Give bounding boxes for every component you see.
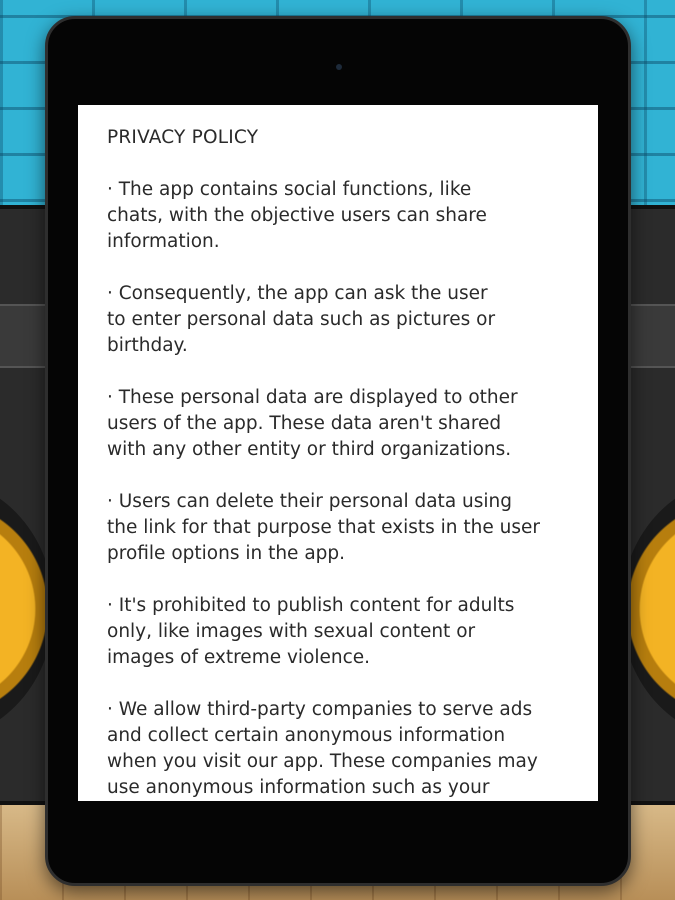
privacy-policy-screen[interactable] (78, 105, 598, 801)
privacy-policy-content (78, 105, 598, 801)
policy-paragraph: · Users can delete their personal data using the link for that purpose that exists in the user profile options in the app. (107, 491, 540, 564)
tablet-device-frame (45, 16, 631, 886)
policy-paragraph: · The app contains social functions, like chats, with the objective users can share information. (107, 179, 487, 252)
policy-paragraph: · It's prohibited to publish content for adults only, like images with sexual content or images of extreme violence. (107, 595, 515, 668)
front-camera-icon (336, 64, 342, 70)
page-title: PRIVACY POLICY (107, 127, 259, 148)
policy-paragraph: · These personal data are displayed to other users of the app. These data aren't shared with any other entity or third organizations. (107, 387, 518, 460)
policy-paragraph: · We allow third-party companies to serve ads and collect certain anonymous information when you visit our app. These companies may use anonymous information such as your (107, 699, 538, 798)
policy-paragraph: · Consequently, the app can ask the user to enter personal data such as pictures or birthday. (107, 283, 496, 356)
